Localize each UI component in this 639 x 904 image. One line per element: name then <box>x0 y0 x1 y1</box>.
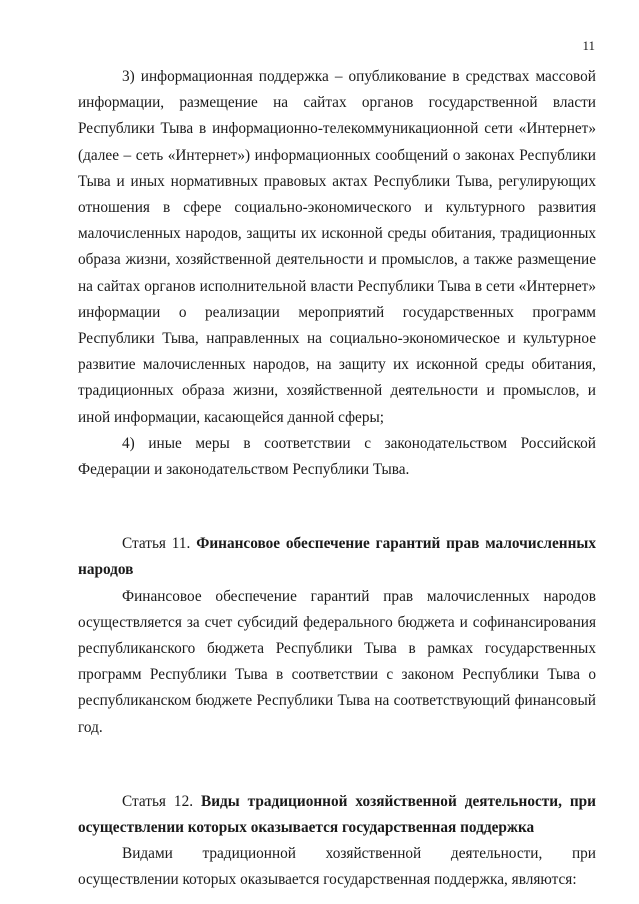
paragraph-financing: Финансовое обеспечение гарантий прав малочисленных народов осуществляется за счет субсидий федерального бюджета и софинансирования республиканского бюджета Республики Тыва в рамках государственных программ Республики Тыва в соответствии с законом Республики Тыва о республиканском бюджете Республики Тыва на соответствующий финансовый год. <box>78 587 596 736</box>
paragraph-other-measures: 4) иные меры в соответствии с законодательством Российской Федерации и законодательством Республики Тыва. <box>78 434 596 479</box>
article-11-title: Финансовое обеспечение гарантий прав малочисленных народов <box>78 535 596 579</box>
article-11-number: Статья 11. <box>122 535 197 553</box>
paragraph-information-support: 3) информационная поддержка – опубликование в средствах массовой информации, размещение на сайтах органов государственной власти Республики Тыва в информационно-телекоммуникационной сети «Интернет» (далее – сеть «Интернет») информационных сообщений о законах Республики Тыва и иных нормативных правовых актах Республики Тыва, регулирующих отношения в сфере социально-экономического и культурного развития малочисленных народов, защиты их исконной среды обитания, традиционных образа жизни, хозяйственной деятельности и промыслов, а также размещение на сайтах органов исполнительной власти Республики Тыва в сети «Интернет» информации о реализации мероприятий государственных программ Республики Тыва, направленных на социально-экономическое и культурное развитие малочисленных народов, на защиту их исконной среды обитания, традиционных образа жизни, хозяйственной деятельности и промыслов, и иной информации, касающейся данной сферы; <box>78 68 596 426</box>
page-number: 11 <box>582 38 595 53</box>
article-11-heading <box>78 531 596 583</box>
article-12-number: Статья 12. <box>122 792 201 810</box>
article-12-heading <box>78 789 596 841</box>
paragraph-activity-types: Видами традиционной хозяйственной деятельности, при осуществлении которых оказывается государственная поддержка, являются: <box>78 845 596 889</box>
article-12-title: Виды традиционной хозяйственной деятельности, при осуществлении которых оказывается государственная поддержка <box>78 792 596 837</box>
document-body <box>78 64 596 894</box>
